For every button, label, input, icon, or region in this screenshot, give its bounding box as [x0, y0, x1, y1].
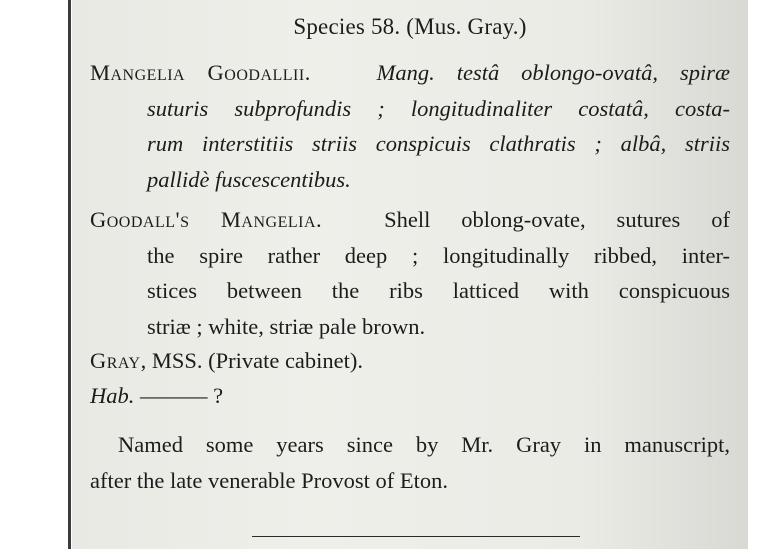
latin-line-3: rum interstitiis striis conspicuis clathratis ; albâ, striis [147, 131, 730, 156]
latin-line-1-text: Mang. testâ oblongo-ovatâ, spiræ [376, 60, 730, 85]
page-edge-rule [68, 0, 71, 549]
english-line-3: stices between the ribs latticed with conspicuous [147, 278, 730, 303]
authority-text [90, 343, 730, 379]
note-line-1: Named some years since by Mr. Gray in manuscript, [118, 432, 730, 457]
naming-note [90, 427, 730, 498]
authority-name: Gray [90, 348, 141, 373]
english-description [90, 202, 730, 344]
latin-description [90, 55, 730, 197]
habitat-text [90, 378, 730, 414]
authority-line [90, 343, 730, 379]
note-line-2: after the late venerable Provost of Eton. [90, 467, 448, 493]
latin-line-4: pallidè fuscescentibus. [147, 166, 351, 192]
english-line-2: the spire rather deep ; longitudinally ribbed, inter- [147, 242, 730, 268]
book-page [72, 0, 748, 549]
english-species-name: Goodall's Mangelia. [90, 207, 323, 232]
species-heading: Species 58. (Mus. Gray.) [293, 14, 527, 39]
english-line-1 [90, 202, 730, 238]
latin-species-name: Mangelia Goodallii. [90, 60, 311, 85]
habitat-value: ——— ? [140, 383, 224, 408]
section-divider [252, 536, 580, 537]
habitat-label: Hab. [90, 383, 135, 408]
english-line-1-text: Shell oblong-ovate, sutures of [384, 207, 730, 232]
habitat-line [90, 378, 730, 414]
english-line-4: striæ ; white, striæ pale brown. [147, 313, 426, 339]
latin-line-1 [90, 55, 730, 91]
authority-source: , MSS. (Private cabinet). [140, 348, 364, 373]
latin-line-2: suturis subprofundis ; longitudinaliter costatâ, costa- [147, 95, 730, 121]
